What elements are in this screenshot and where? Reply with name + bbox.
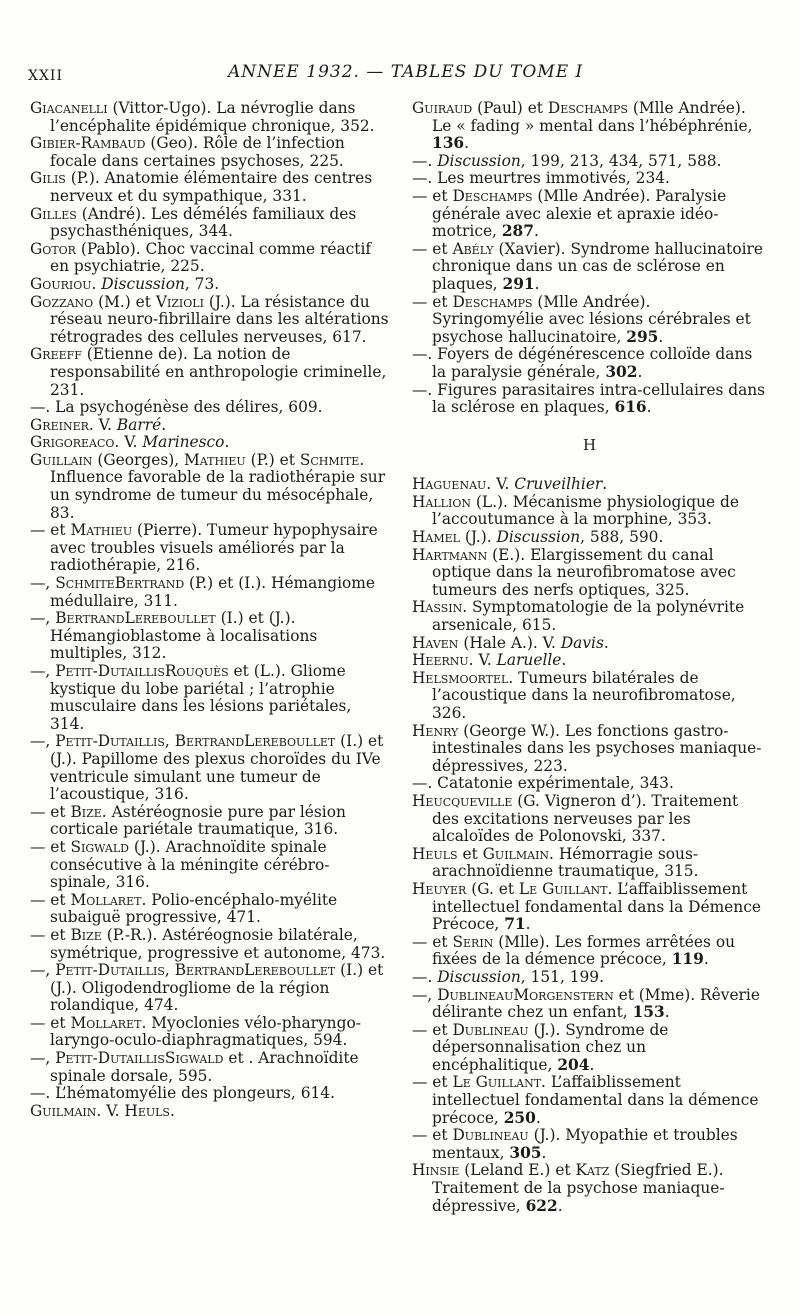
index-entry [412,1022,767,1075]
entry-text: (P.). Anatomie élémentaire des centres nerveux et du sympathique, 331. [50,169,373,205]
section-g-continued [412,100,767,417]
index-entry [30,434,390,452]
author-name: Bize [70,925,102,944]
entry-text: Discussion [437,967,521,986]
author-name: Heernu [412,651,469,670]
index-entry [30,1015,390,1050]
entry-text: — et [30,802,71,821]
entry-text: — et [412,1126,453,1145]
entry-text: . [525,915,531,934]
author-name: Sigwald [164,1049,224,1068]
index-entry [30,575,390,610]
entry-text: —. La psychogénèse des délires, 609. [30,398,323,417]
entry-text: — et [30,837,71,856]
author-name: Hamel [412,528,460,547]
page-ref: 153 [632,1003,665,1022]
entry-text: — et [412,239,453,258]
entry-text: — et [30,925,71,944]
entry-text: (M.) et [93,292,156,311]
entry-text: — et [412,1073,453,1092]
entry-text: —. Foyers de dégénérescence colloïde dans la paralysie générale, [412,345,753,381]
author-name: Gozzano [30,292,94,311]
page-ref: 295 [626,327,659,346]
author-name: Helsmoortel [412,668,509,687]
index-entry [412,382,767,417]
entry-text: —, [30,609,56,628]
author-name: Guiraud [412,99,473,117]
entry-text: . Tumeurs bilatérales de l’acoustique dans la neurofibromatose, 326. [432,668,736,722]
entry-text: (Leland E.) et [459,1161,576,1180]
entry-text: . [161,415,167,434]
entry-text: . [534,274,540,293]
entry-text: —. [412,967,438,986]
index-entry [412,599,767,634]
author-name: Abély [452,239,494,258]
author-name: Petit-Dutaillis [55,662,165,680]
index-entry [412,969,767,987]
section-letter-h: H [582,435,597,454]
author-name: Deschamps [452,292,533,311]
index-entry [30,135,390,170]
author-name: Mollaret [70,1013,142,1032]
entry-text: . Myoclonies vélo-pharyngo-laryngo-oculo-diaphragmatiques, 594. [50,1013,361,1050]
entry-text: — et [412,1020,453,1039]
author-name: Le Guillant [452,1073,542,1092]
index-entry [30,276,390,294]
entry-text: . [664,1003,670,1022]
author-name: Morgenstern [513,985,614,1004]
entry-text: Discussion [437,151,521,170]
page-ref: 71 [504,915,526,934]
page-ref: 305 [509,1143,542,1162]
entry-text: —. Figures parasitaires intra-cellulaires dans la sclérose en plaques, [412,380,766,417]
entry-text: —, [30,732,56,751]
running-title: ANNEE 1932. — TABLES DU TOME I [228,62,584,82]
index-entry [30,610,390,663]
author-name: Gotor [30,239,76,258]
entry-text: Cruveilhier [514,475,603,494]
author-name: Guillain [30,450,93,469]
author-name: Heuls [412,844,458,863]
author-name: Gouriou [30,274,92,293]
author-name: Gilles [30,204,77,223]
entry-text: (J.). Hémangioblastome à localisations multiples, 312. [50,609,318,663]
entry-text: . [603,633,609,652]
author-name: Schmite [299,450,360,469]
entry-text: (I.) et [335,961,384,980]
entry-text: — et [412,186,453,205]
entry-text: —, [30,574,56,593]
entry-text: (Mlle Andrée). Le « fading » mental dans l’hébéphrénie, [432,99,753,135]
entry-text: . Astéréognosie pure par lésion corticale pariétale traumatique, 316. [50,802,346,839]
index-entry [412,346,767,381]
entry-text: —, [30,1049,56,1068]
entry-text: (Xavier). Syndrome hallucinatoire chronique dans un cas de sclérose en plaques, [432,239,763,293]
entry-text: Barré [116,415,162,434]
entry-text: (J.). Arachnoïdite spinale consécutive à la méningite cérébro-spinale, 316. [50,837,330,892]
entry-text: (Mlle Andrée). Paralysie générale avec alexie et apraxie idéo-motrice, [432,186,727,241]
entry-text: —. Les meurtres immotivés, 234. [412,169,670,188]
entry-text: (P.) et [245,450,300,469]
author-name: Heuls [124,1101,170,1120]
page-header [28,60,772,84]
entry-text: (J.). Oligodendrogliome de la région rolandique, 474. [50,978,330,1015]
entry-text: (Etienne de). La notion de responsabilité en anthropologie criminelle, 231. [50,345,387,399]
entry-text: . [541,1143,547,1162]
index-entry [412,1074,767,1127]
index-entry [30,1050,390,1085]
entry-text: — et [30,1013,71,1032]
entry-text: (Hale A.). V. [458,633,561,652]
entry-text: et [613,985,639,1004]
author-name: Petit-Dutaillis [55,1049,165,1068]
index-entry [412,846,767,881]
entry-text: (George W.). Les fonctions gastro-intestinales dans les psychoses maniaque-dépressives, 223. [432,721,762,775]
entry-text: Davis [560,633,604,652]
entry-text: (J.). [459,528,497,547]
entry-text: — et [412,292,453,311]
author-name: Mathieu [184,450,246,469]
left-column [30,100,390,1120]
entry-text: . V. [88,415,117,434]
entry-text: , 199, 213, 434, 571, 588. [520,151,722,170]
index-entry [412,100,767,153]
entry-text: (Mme). Rêverie délirante chez un enfant, [432,985,760,1022]
entry-text: (Mlle Andrée). Syringomyélie avec lésions cérébrales et psychose hallucinatoire, [432,292,751,346]
index-entry [30,962,390,1015]
author-name: Greiner [30,415,89,434]
entry-text: (G. et [466,879,519,898]
index-entry [412,723,767,776]
index-entry [30,892,390,927]
author-name: Heuyer [412,879,467,898]
author-name: Guilmain [30,1101,97,1120]
author-name: Lereboullet [244,961,336,980]
author-name: Dublineau [437,985,514,1004]
index-entry [30,1103,390,1121]
index-entry [412,934,767,969]
entry-text: . L’affaiblissement intellectuel fondamental dans la démence précoce, [432,1073,759,1127]
author-name: Hartmann [412,545,488,564]
entry-text: et [223,1049,249,1068]
right-column [412,100,767,1215]
author-name: Serin [452,932,494,951]
entry-text: . [557,1196,563,1215]
index-entry [30,417,390,435]
entry-text: (Vittor-Ugo). La névroglie dans l’encéphalite épidémique chronique, 352. [50,99,375,135]
entry-text: —. L’hématomyélie des plongeurs, 614. [30,1084,335,1103]
entry-text: . L’affaiblissement intellectuel fondamental dans la Démence Précoce, [432,879,761,934]
author-name: Dublineau [452,1126,529,1145]
index-entry [412,1127,767,1162]
entry-text: . [602,475,608,494]
entry-text: — et [30,890,71,909]
index-entry [412,652,767,670]
entry-text: . [589,1055,595,1074]
index-entry [412,881,767,934]
entry-text: (Mlle). Les formes arrêtées ou fixées de la démence précoce, [432,932,735,969]
entry-text: . [91,274,102,293]
entry-text: (Paul) et [472,99,548,117]
entry-text: Marinesco [142,433,225,452]
page-ref: 204 [557,1055,590,1074]
author-name: Haven [412,633,459,652]
author-name: Le Guillant [518,879,608,898]
entry-text: (P.) et [184,574,239,593]
index-entry [412,153,767,171]
entry-text: . Hémorragie sous-arachnoïdienne traumatique, 315. [432,844,699,881]
entry-text: (E.). Elargissement du canal optique dans la neurofibromatose avec tumeurs des nerfs optiques, 325. [432,545,736,599]
entry-text: (Geo). Rôle de l’infection focale dans certaines psychoses, 225. [50,134,345,170]
entry-text: (L.). Gliome kystique du lobe pariétal ; l’atrophie musculaire dans les lésions pariétales, 314. [50,662,352,733]
index-entry [30,346,390,399]
index-entry [412,547,767,600]
entry-text: —, [412,985,438,1004]
author-name: Bertrand [114,574,185,593]
entry-text: —. Catatonie expérimentale, 343. [412,774,674,793]
index-entry [412,188,767,241]
author-name: Gilis [30,169,66,188]
index-entry [30,399,390,417]
entry-text: et [228,662,254,680]
author-name: Schmite [55,574,115,593]
author-name: Rouquès [164,662,229,680]
entry-text: . [646,398,652,417]
author-name: Mollaret [70,890,142,909]
index-entry [412,170,767,188]
page-ref: 622 [525,1196,558,1215]
author-name: Lereboullet [124,609,216,628]
index-entry [412,476,767,494]
author-name: Grigoreaco [30,433,115,452]
index-entry [30,1085,390,1103]
author-name: Hassin [412,598,463,617]
author-name: Katz [575,1161,610,1180]
index-entry [412,241,767,294]
entry-text: —, [30,662,56,680]
entry-text: . V. [486,475,515,494]
entry-text: (J.). Myopathie et troubles mentaux, [432,1126,738,1162]
author-name: Vizioli [155,292,204,311]
entry-text: . [464,134,470,153]
index-entry [30,100,390,135]
author-name: Sigwald [70,837,129,856]
page-ref: 119 [671,950,704,969]
index-entry [30,522,390,575]
entry-text: (J.). Papillome des plexus choroïdes du IVe ventricule simulant une tumeur de l’acoustique, 316. [50,749,381,804]
entry-text: . Influence favorable de la radiothérapie sur un syndrome de tumeur du mésocéphale, 83. [50,450,386,522]
page-ref: 287 [501,222,534,241]
author-name: Deschamps [452,186,533,205]
entry-text: , 73. [184,274,220,293]
entry-text: . Polio-encéphalo-myélite subaiguë progressive, 471. [50,890,338,927]
index-entry [30,804,390,839]
entry-text: Discussion [101,274,185,293]
page-ref: 136 [432,134,465,153]
index-entry [30,927,390,962]
entry-text: —, [30,961,56,980]
entry-text: , 151, 199. [520,967,604,986]
index-entry [30,663,390,733]
entry-text: . [169,1101,175,1120]
entry-text: . Arachnoïdite spinale dorsale, 595. [50,1049,359,1085]
index-entry [412,793,767,846]
author-name: Haguenau [412,475,487,494]
index-entry [412,494,767,529]
entry-text: —. [412,151,438,170]
entry-text: . V. [96,1101,125,1120]
entry-text: . [535,1108,541,1127]
entry-text: . [561,651,567,670]
author-name: Bertrand [55,609,125,628]
entry-text: . [703,950,709,969]
entry-text: et [457,844,483,863]
author-name: Deschamps [547,99,628,117]
author-name: Hallion [412,492,471,511]
entry-text: (P.-R.). Astéréognosie bilatérale, symétrique, progressive et autonome, 473. [50,925,386,962]
author-name: Bize [70,802,102,821]
index-entry [30,839,390,892]
section-h [412,476,767,1215]
index-entry [30,206,390,241]
author-name: Henry [412,721,459,740]
entry-text: — et [412,932,453,951]
page-ref: 616 [614,398,647,417]
entry-text: (I.) et [215,609,269,628]
author-name: Dublineau [452,1020,529,1039]
entry-text: . [637,362,643,381]
entry-text: . Symptomatologie de la polynévrite arsenicale, 615. [432,598,745,635]
index-entry [412,1162,767,1215]
index-entry [412,775,767,793]
author-name: Mathieu [70,521,133,540]
author-name: Petit-Dutaillis, Bertrand [55,732,245,751]
entry-text: (Pablo). Choc vaccinal comme réactif en psychiatrie, 225. [50,239,372,276]
entry-text: (G. Vigneron d’). Traitement des excitations nerveuses par les alcaloïdes de Polonovski, 337. [432,791,739,846]
author-name: Greeff [30,345,82,364]
entry-text: Discussion [496,528,581,547]
entry-text: . V. [468,651,497,670]
index-entry [30,452,390,522]
author-name: Lereboullet [244,732,336,751]
entry-text: (J.). Syndrome de dépersonnalisation chez un encéphalitique, [432,1020,669,1074]
index-entry [412,987,767,1022]
page-ref: 302 [605,362,638,381]
entry-text: — et [30,521,71,540]
entry-text: (Georges), [92,450,185,469]
page-number: XXII [28,68,63,84]
entry-text: Laruelle [496,651,562,670]
entry-text: (L.). Mécanisme physiologique de l’accoutumance à la morphine, 353. [432,492,739,529]
entry-text: . [658,327,664,346]
index-entry [30,733,390,803]
index-entry [30,241,390,276]
author-name: Petit-Dutaillis, Bertrand [55,961,245,980]
entry-text: (I.) et [335,732,384,751]
author-name: Heucqueville [412,791,513,810]
index-entry [30,170,390,205]
author-name: Gibier-Rambaud [30,134,146,153]
page-ref: 250 [503,1108,536,1127]
index-entry [412,635,767,653]
entry-text: (Pierre). Tumeur hypophysaire avec troubles visuels améliorés par la radiothérapie, 216. [50,521,378,575]
author-name: Hinsie [412,1161,460,1180]
entry-text: . [533,222,539,241]
entry-text: , 588, 590. [580,528,664,547]
index-entry [412,529,767,547]
entry-text: (Siegfried E.). Traitement de la psychose maniaque-dépressive, [432,1161,725,1215]
entry-text: (André). Les démélés familiaux des psychasthéniques, 344. [50,204,357,241]
author-name: Guilmain [482,844,550,863]
entry-text: . [224,433,230,452]
page-ref: 291 [502,274,535,293]
index-entry [30,294,390,347]
index-entry [412,670,767,723]
entry-text: . V. [114,433,143,452]
entry-text: (J.). La résistance du réseau neuro-fibrillaire dans les altérations rétrogrades des cellules nerveuses, 617. [50,292,389,346]
author-name: Giacanelli [30,99,108,117]
index-entry [412,294,767,347]
entry-text: (I.). Hémangiome médullaire, 311. [50,574,375,610]
